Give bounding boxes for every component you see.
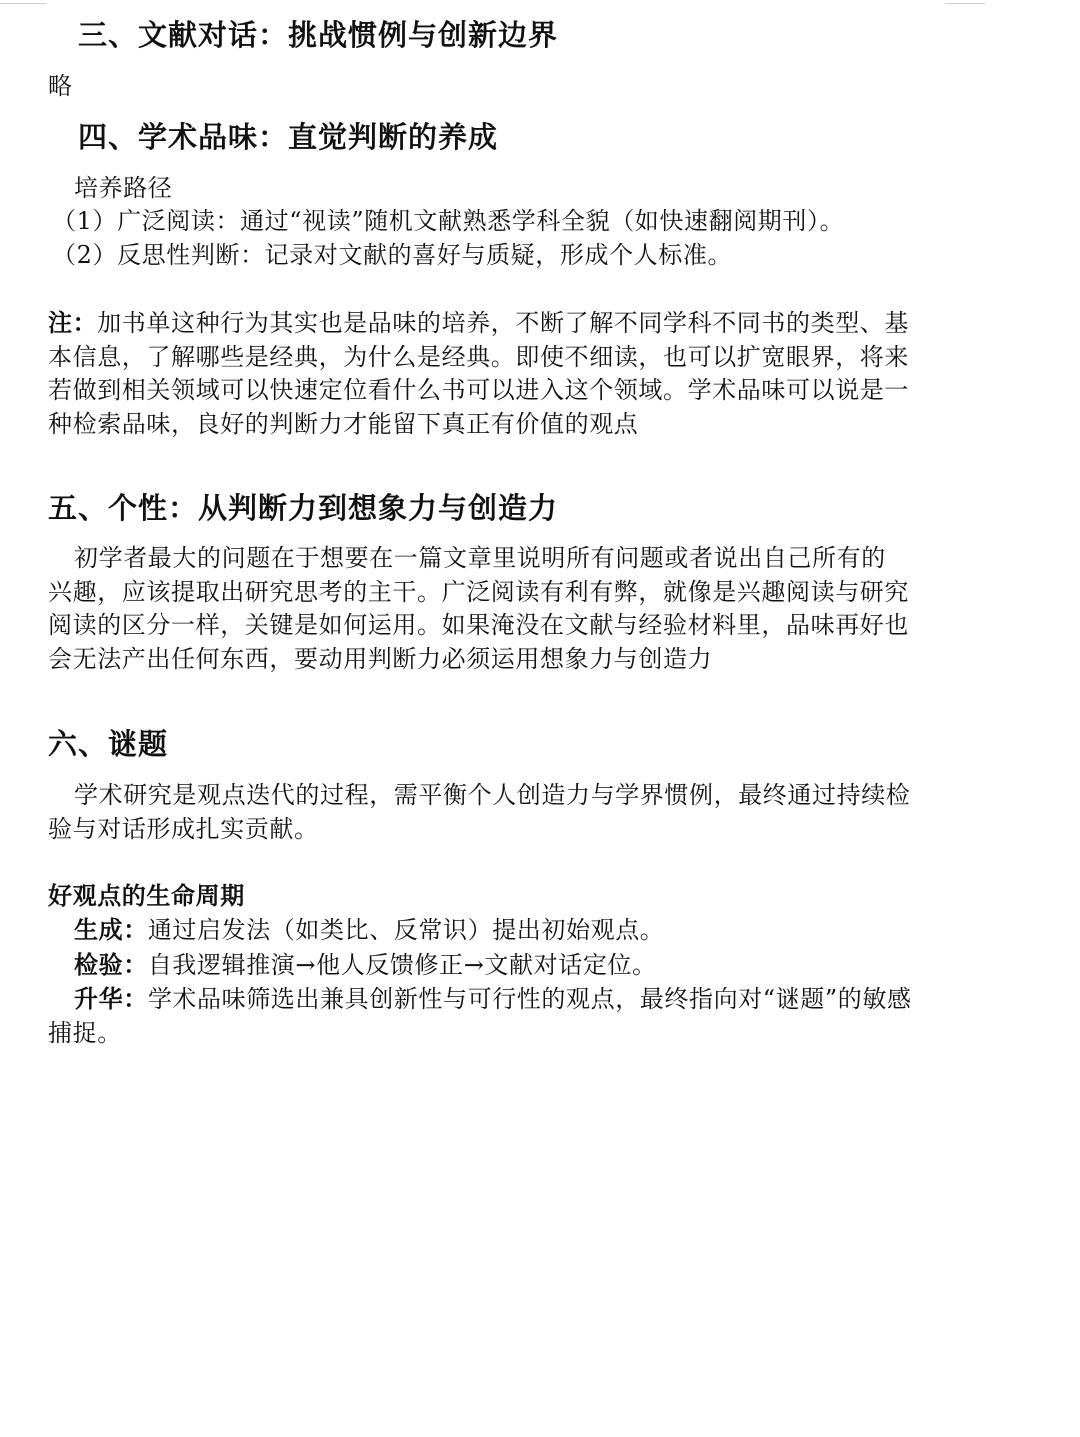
section-5-line-1: 初学者最大的问题在于想要在一篇文章里说明所有问题或者说出自己所有的 bbox=[74, 544, 886, 572]
stage-elevate bbox=[48, 982, 948, 1017]
stage-elevate-label: 升华： bbox=[74, 984, 148, 1013]
heading-section-5: 五、个性：从判断力到想象力与创造力 bbox=[48, 491, 559, 525]
heading-section-4: 四、学术品味：直觉判断的养成 bbox=[78, 120, 499, 154]
section-6-paragraph bbox=[48, 779, 948, 846]
stage-generate-text: 通过启发法（如类比、反常识）提出初始观点。 bbox=[147, 916, 665, 944]
page-corner-marker-left bbox=[0, 0, 46, 4]
heading-section-6: 六、谜题 bbox=[48, 727, 169, 761]
note-paragraph bbox=[48, 306, 948, 441]
lifecycle-title: 好观点的生命周期 bbox=[48, 881, 245, 910]
section-3-body: 略 bbox=[48, 72, 73, 100]
stage-elevate-continuation: 捕捉。 bbox=[48, 1018, 122, 1047]
stage-generate-label: 生成： bbox=[74, 915, 148, 944]
path-item-1: （1）广泛阅读：通过“视读”随机文献熟悉学科全貌（如快速翻阅期刊）。 bbox=[52, 207, 845, 235]
section-6-line-2: 验与对话形成扎实贡献。 bbox=[48, 814, 319, 843]
path-item-2: （2）反思性判断：记录对文献的喜好与质疑，形成个人标准。 bbox=[52, 241, 733, 269]
stage-verify-text: 自我逻辑推演→他人反馈修正→文献对话定位。 bbox=[147, 950, 657, 979]
page-corner-marker-right bbox=[945, 0, 985, 4]
note-line-1 bbox=[48, 306, 948, 341]
section-5-paragraph bbox=[48, 542, 948, 676]
cultivation-path-title: 培养路径 bbox=[74, 174, 173, 202]
section-5-line-3: 阅读的区分一样，关键是如何运用。如果淹没在文献与经验材料里，品味再好也 bbox=[48, 611, 909, 639]
stage-elevate-text: 学术品味筛选出兼具创新性与可行性的观点，最终指向对“谜题”的敏感 bbox=[147, 985, 912, 1013]
note-label: 注： bbox=[48, 308, 98, 337]
heading-section-3: 三、文献对话：挑战惯例与创新边界 bbox=[78, 18, 559, 52]
section-6-line-1: 学术研究是观点迭代的过程，需平衡个人创造力与学界惯例，最终通过持续检 bbox=[74, 781, 911, 809]
note-line-2: 本信息，了解哪些是经典，为什么是经典。即使不细读，也可以扩宽眼界，将来 bbox=[48, 342, 909, 371]
stage-generate bbox=[48, 913, 948, 948]
lifecycle-stages bbox=[48, 913, 948, 1050]
note-line-4: 种检索品味，良好的判断力才能留下真正有价值的观点 bbox=[48, 409, 639, 438]
section-5-line-4: 会无法产出任何东西，要动用判断力必须运用想象力与创造力 bbox=[48, 644, 713, 673]
stage-verify-label: 检验： bbox=[74, 949, 148, 979]
note-text-1: 加书单这种行为其实也是品味的培养，不断了解不同学科不同书的类型、基 bbox=[97, 309, 910, 337]
stage-verify bbox=[48, 948, 948, 983]
note-line-3: 若做到相关领域可以快速定位看什么书可以进入这个领域。学术品味可以说是一 bbox=[48, 376, 909, 404]
section-5-line-2: 兴趣，应该提取出研究思考的主干。广泛阅读有利有弊，就像是兴趣阅读与研究 bbox=[48, 577, 909, 606]
